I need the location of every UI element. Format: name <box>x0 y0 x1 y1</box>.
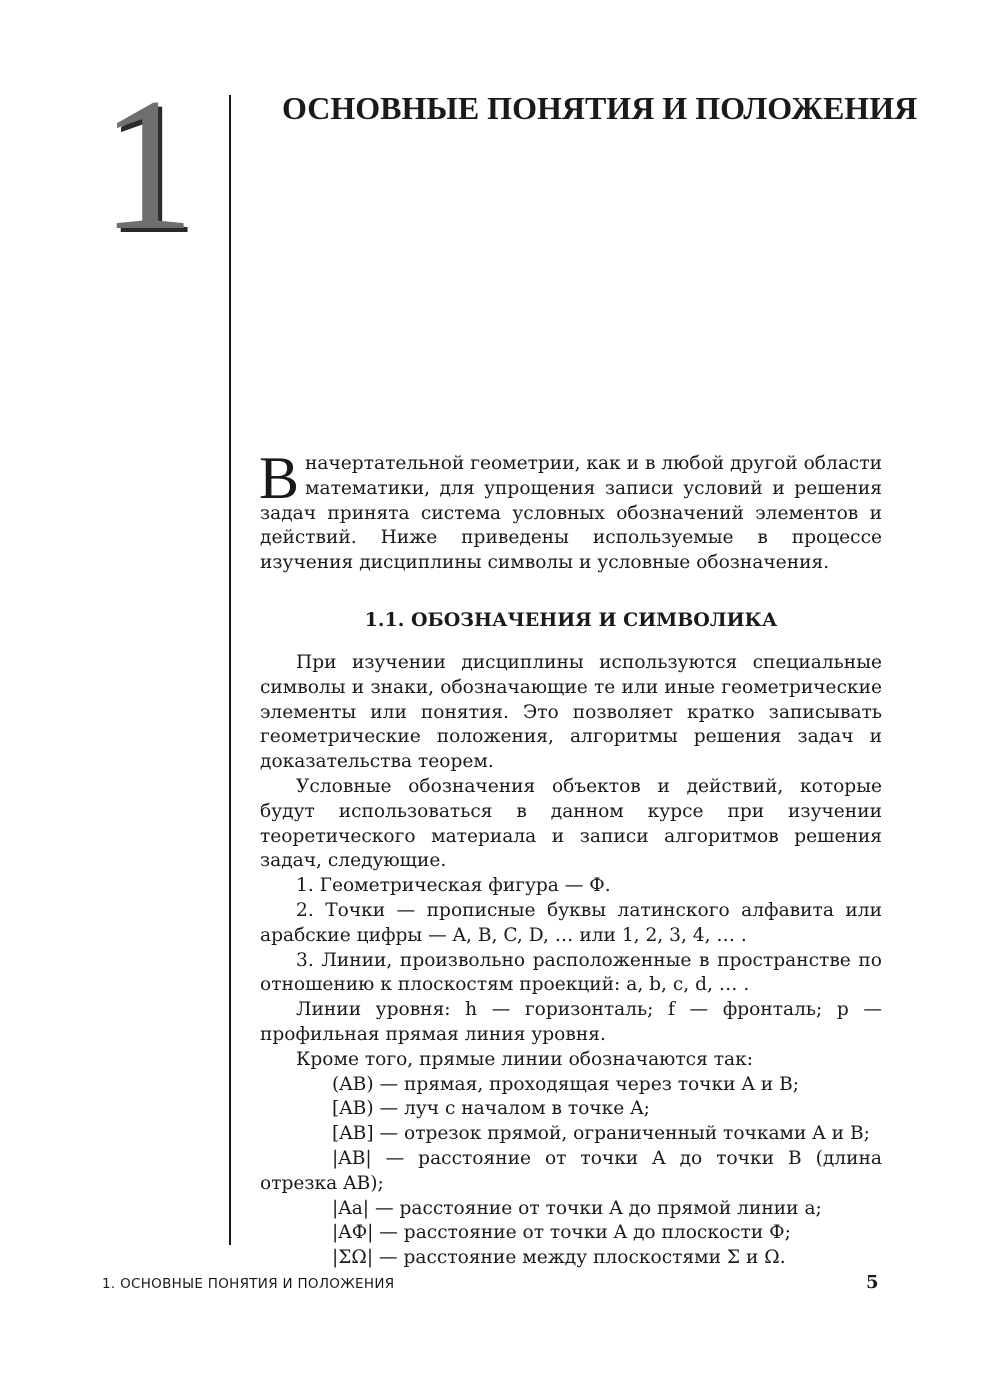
definition-line: (AB) — прямая, проходящая через точки A и B; <box>332 1073 800 1095</box>
paragraph: При изучении дисциплины используются специальные символы и знаки, обозначающие те или иные геометрические элементы или понятия. Это позволяет кратко записывать геометрические положения, алгоритмы решения задач и доказательства теорем. <box>260 652 882 773</box>
list-item: 2. Точки — прописные буквы латинского алфавита или арабские цифры — A, B, C, D, … или 1, 2, 3, 4, … . <box>260 899 882 946</box>
intro-paragraph <box>259 445 882 576</box>
paragraph: Кроме того, прямые линии обозначаются так: <box>296 1048 753 1070</box>
running-title: 1. ОСНОВНЫЕ ПОНЯТИЯ И ПОЛОЖЕНИЯ <box>102 1276 395 1292</box>
page-number: 5 <box>866 1272 879 1293</box>
section-body <box>260 651 882 1271</box>
list-item: 1. Геометрическая фигура — Ф. <box>296 875 611 897</box>
definition-line: |AB| — расстояние от точки A до точки B (длина отрезка AB); <box>260 1147 882 1194</box>
intro-text: начертательной геометрии, как и в любой другой области математики, для упрощения записи условий и решения задач принята система условных обозначений элементов и действий. Ниже приведены используемые в процессе изучения дисциплины символы и условные обозначения. <box>260 453 882 574</box>
definition-line: |Aa| — расстояние от точки A до прямой линии a; <box>332 1197 822 1219</box>
list-item: 3. Линии, произвольно расположенные в пространстве по отношению к плоскостям проекций: a, b, c, d, … . <box>260 949 882 996</box>
paragraph: Линии уровня: h — горизонталь; f — фронталь; p — профильная прямая линия уровня. <box>260 999 882 1045</box>
definition-line: |ΣΩ| — расстояние между плоскостями Σ и Ω. <box>332 1247 786 1269</box>
chapter-number: 1 <box>100 60 191 270</box>
section-heading: 1.1. ОБОЗНАЧЕНИЯ И СИМВОЛИКА <box>364 609 778 631</box>
vertical-rule <box>229 95 231 1245</box>
definition-line: [AB) — луч с началом в точке A; <box>332 1098 650 1120</box>
definition-line: |AФ| — расстояние от точки A до плоскости Ф; <box>332 1222 791 1244</box>
paragraph: Условные обозначения объектов и действий, которые будут использоваться в данном курсе при изучении теоретического материала и записи алгоритмов решения задач, следующие. <box>260 775 882 872</box>
chapter-title: ОСНОВНЫЕ ПОНЯТИЯ И ПОЛОЖЕНИЯ <box>282 90 918 126</box>
definition-line: [AB] — отрезок прямой, ограниченный точками A и B; <box>332 1123 870 1145</box>
drop-cap: В <box>259 445 300 511</box>
